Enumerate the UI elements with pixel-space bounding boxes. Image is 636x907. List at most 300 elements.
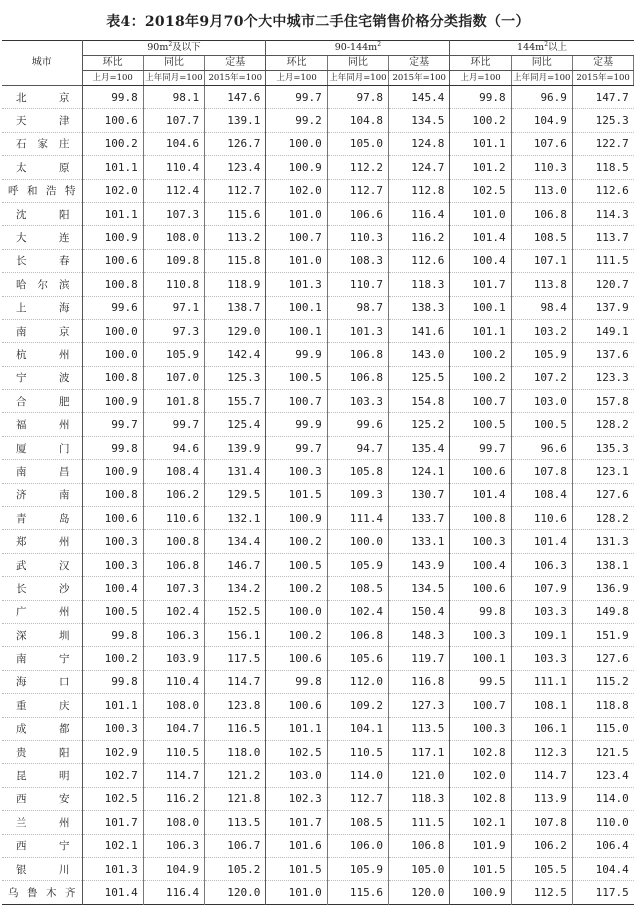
city-name: 海口	[2, 670, 82, 693]
index-value: 116.4	[389, 202, 450, 225]
index-value: 118.0	[205, 740, 266, 763]
city-name: 沈阳	[2, 202, 82, 225]
index-value: 100.1	[450, 647, 511, 670]
table-row	[2, 507, 634, 530]
index-value: 106.8	[327, 623, 388, 646]
index-value: 96.9	[511, 86, 572, 109]
base-row	[2, 71, 634, 86]
index-value: 100.8	[82, 366, 143, 389]
index-value: 110.4	[143, 156, 204, 179]
index-value: 114.7	[511, 764, 572, 787]
subheader-tongbi: 同比	[511, 56, 572, 71]
base-period-label: 上月=100	[82, 71, 143, 86]
index-value: 105.9	[143, 343, 204, 366]
index-value: 108.0	[143, 811, 204, 834]
index-value: 116.8	[389, 670, 450, 693]
index-value: 104.9	[143, 857, 204, 880]
table-row	[2, 249, 634, 272]
index-value: 100.2	[450, 109, 511, 132]
index-value: 107.6	[511, 132, 572, 155]
table-row	[2, 694, 634, 717]
table-row	[2, 857, 634, 880]
base-period-label: 2015年=100	[205, 71, 266, 86]
subheader-row	[2, 56, 634, 71]
index-value: 103.0	[266, 764, 327, 787]
index-value: 124.8	[389, 132, 450, 155]
index-value: 110.3	[327, 226, 388, 249]
index-value: 99.2	[266, 109, 327, 132]
table-row	[2, 202, 634, 225]
index-value: 101.1	[266, 717, 327, 740]
index-value: 100.6	[82, 249, 143, 272]
index-value: 99.6	[82, 296, 143, 319]
index-value: 101.7	[266, 811, 327, 834]
index-value: 101.3	[327, 319, 388, 342]
index-value: 114.7	[205, 670, 266, 693]
base-period-label: 2015年=100	[389, 71, 450, 86]
index-value: 110.0	[572, 811, 633, 834]
city-name: 福州	[2, 413, 82, 436]
index-value: 103.9	[143, 647, 204, 670]
index-value: 100.9	[82, 390, 143, 413]
index-value: 101.7	[82, 811, 143, 834]
index-value: 134.2	[205, 577, 266, 600]
index-value: 100.6	[266, 647, 327, 670]
index-value: 106.8	[327, 366, 388, 389]
index-value: 113.5	[389, 717, 450, 740]
index-value: 146.7	[205, 553, 266, 576]
index-value: 103.3	[511, 647, 572, 670]
subheader-dingji: 定基	[389, 56, 450, 71]
index-value: 125.3	[572, 109, 633, 132]
index-value: 103.3	[327, 390, 388, 413]
city-name: 重庆	[2, 694, 82, 717]
city-column-header: 城市	[2, 41, 82, 86]
index-value: 125.5	[389, 366, 450, 389]
index-value: 154.8	[389, 390, 450, 413]
index-value: 110.8	[143, 273, 204, 296]
city-name: 长春	[2, 249, 82, 272]
index-value: 100.1	[450, 296, 511, 319]
index-value: 101.0	[266, 202, 327, 225]
index-value: 99.8	[82, 436, 143, 459]
base-period-label: 上月=100	[450, 71, 511, 86]
index-value: 135.3	[572, 436, 633, 459]
index-value: 100.3	[82, 553, 143, 576]
index-value: 108.0	[143, 226, 204, 249]
table-body	[2, 86, 634, 905]
index-value: 107.9	[511, 577, 572, 600]
table-row	[2, 390, 634, 413]
table-row	[2, 319, 634, 342]
index-value: 129.0	[205, 319, 266, 342]
index-value: 116.2	[389, 226, 450, 249]
index-value: 101.0	[450, 202, 511, 225]
city-name: 北京	[2, 86, 82, 109]
index-value: 100.2	[450, 366, 511, 389]
index-value: 115.8	[205, 249, 266, 272]
index-value: 124.7	[389, 156, 450, 179]
index-value: 113.9	[511, 787, 572, 810]
index-value: 107.3	[143, 577, 204, 600]
index-value: 128.2	[572, 507, 633, 530]
index-value: 129.5	[205, 483, 266, 506]
index-value: 101.5	[266, 483, 327, 506]
index-value: 104.9	[511, 109, 572, 132]
index-value: 107.8	[511, 811, 572, 834]
index-value: 100.2	[266, 577, 327, 600]
index-value: 99.8	[82, 86, 143, 109]
index-value: 151.9	[572, 623, 633, 646]
index-value: 118.5	[572, 156, 633, 179]
index-value: 100.7	[266, 390, 327, 413]
index-value: 101.0	[266, 249, 327, 272]
index-value: 113.2	[205, 226, 266, 249]
index-value: 116.4	[143, 881, 204, 904]
index-value: 142.4	[205, 343, 266, 366]
index-value: 102.1	[450, 811, 511, 834]
index-value: 156.1	[205, 623, 266, 646]
index-value: 101.4	[82, 881, 143, 904]
table-header	[2, 41, 634, 86]
city-name: 长沙	[2, 577, 82, 600]
index-value: 133.7	[389, 507, 450, 530]
index-value: 94.7	[327, 436, 388, 459]
index-value: 100.5	[450, 413, 511, 436]
index-value: 94.6	[143, 436, 204, 459]
index-value: 100.9	[266, 507, 327, 530]
table-row	[2, 881, 634, 904]
index-value: 145.4	[389, 86, 450, 109]
index-value: 99.6	[327, 413, 388, 436]
index-value: 137.6	[572, 343, 633, 366]
index-value: 124.1	[389, 460, 450, 483]
city-name: 济南	[2, 483, 82, 506]
city-name: 西宁	[2, 834, 82, 857]
index-value: 97.8	[327, 86, 388, 109]
index-value: 99.8	[82, 623, 143, 646]
index-value: 118.3	[389, 787, 450, 810]
index-value: 99.7	[266, 436, 327, 459]
index-value: 100.0	[82, 319, 143, 342]
index-value: 115.2	[572, 670, 633, 693]
index-value: 101.8	[143, 390, 204, 413]
base-period-label: 2015年=100	[572, 71, 633, 86]
city-name: 兰州	[2, 811, 82, 834]
index-value: 113.8	[511, 273, 572, 296]
index-value: 100.9	[266, 156, 327, 179]
index-value: 109.2	[327, 694, 388, 717]
index-value: 120.0	[389, 881, 450, 904]
index-value: 102.8	[450, 740, 511, 763]
group-header-large: $144m^2$以上	[450, 41, 634, 56]
index-value: 106.8	[327, 343, 388, 366]
index-value: 110.5	[327, 740, 388, 763]
index-value: 118.9	[205, 273, 266, 296]
index-value: 101.5	[450, 857, 511, 880]
table-row	[2, 366, 634, 389]
index-value: 106.0	[327, 834, 388, 857]
index-value: 127.3	[389, 694, 450, 717]
city-name: 上海	[2, 296, 82, 319]
index-value: 104.8	[327, 109, 388, 132]
index-value: 111.4	[327, 507, 388, 530]
table-row	[2, 530, 634, 553]
index-value: 110.6	[143, 507, 204, 530]
index-value: 102.7	[82, 764, 143, 787]
index-value: 133.1	[389, 530, 450, 553]
index-value: 100.7	[266, 226, 327, 249]
index-value: 110.3	[511, 156, 572, 179]
index-value: 102.0	[266, 179, 327, 202]
base-period-label: 上年同月=100	[511, 71, 572, 86]
index-value: 123.3	[572, 366, 633, 389]
index-value: 132.1	[205, 507, 266, 530]
index-value: 106.1	[511, 717, 572, 740]
table-row	[2, 460, 634, 483]
index-value: 100.9	[82, 460, 143, 483]
index-value: 111.5	[572, 249, 633, 272]
index-value: 125.3	[205, 366, 266, 389]
city-name: 厦门	[2, 436, 82, 459]
index-value: 105.9	[511, 343, 572, 366]
table-row	[2, 132, 634, 155]
index-value: 104.4	[572, 857, 633, 880]
table-row	[2, 436, 634, 459]
index-value: 96.6	[511, 436, 572, 459]
index-value: 106.2	[511, 834, 572, 857]
city-name: 武汉	[2, 553, 82, 576]
index-value: 101.0	[266, 881, 327, 904]
index-value: 105.9	[327, 553, 388, 576]
index-value: 127.6	[572, 483, 633, 506]
index-value: 101.2	[450, 156, 511, 179]
table-row	[2, 86, 634, 109]
index-value: 112.7	[205, 179, 266, 202]
index-value: 100.2	[82, 132, 143, 155]
city-name: 宁波	[2, 366, 82, 389]
city-name: 乌鲁木齐	[2, 881, 82, 904]
index-value: 102.3	[266, 787, 327, 810]
city-name: 西安	[2, 787, 82, 810]
index-value: 101.4	[450, 483, 511, 506]
index-value: 134.4	[205, 530, 266, 553]
index-value: 97.1	[143, 296, 204, 319]
index-value: 131.3	[572, 530, 633, 553]
table-row	[2, 717, 634, 740]
index-value: 100.0	[82, 343, 143, 366]
table-row	[2, 764, 634, 787]
index-value: 106.3	[511, 553, 572, 576]
index-value: 105.2	[205, 857, 266, 880]
index-value: 101.1	[82, 202, 143, 225]
index-value: 139.9	[205, 436, 266, 459]
index-value: 108.5	[511, 226, 572, 249]
index-value: 155.7	[205, 390, 266, 413]
index-value: 102.0	[450, 764, 511, 787]
index-value: 101.1	[450, 319, 511, 342]
table-row	[2, 553, 634, 576]
index-value: 99.8	[450, 600, 511, 623]
index-value: 101.4	[511, 530, 572, 553]
index-value: 128.2	[572, 413, 633, 436]
index-value: 107.2	[511, 366, 572, 389]
index-value: 102.5	[450, 179, 511, 202]
city-name: 广州	[2, 600, 82, 623]
index-value: 102.0	[82, 179, 143, 202]
index-value: 100.2	[266, 530, 327, 553]
index-value: 100.8	[82, 483, 143, 506]
city-name: 成都	[2, 717, 82, 740]
city-name: 太原	[2, 156, 82, 179]
index-value: 110.7	[327, 273, 388, 296]
city-name: 南宁	[2, 647, 82, 670]
table-row	[2, 226, 634, 249]
index-value: 100.4	[82, 577, 143, 600]
index-value: 106.3	[143, 623, 204, 646]
index-value: 106.4	[572, 834, 633, 857]
index-value: 98.1	[143, 86, 204, 109]
index-value: 121.0	[389, 764, 450, 787]
index-value: 143.0	[389, 343, 450, 366]
index-value: 100.5	[82, 600, 143, 623]
index-value: 125.4	[205, 413, 266, 436]
table-row	[2, 577, 634, 600]
city-name: 天津	[2, 109, 82, 132]
index-value: 138.7	[205, 296, 266, 319]
index-value: 101.3	[82, 857, 143, 880]
index-value: 135.4	[389, 436, 450, 459]
index-value: 107.0	[143, 366, 204, 389]
index-value: 111.1	[511, 670, 572, 693]
index-value: 99.7	[266, 86, 327, 109]
index-value: 115.0	[572, 717, 633, 740]
table-row	[2, 296, 634, 319]
index-value: 109.1	[511, 623, 572, 646]
index-value: 102.1	[82, 834, 143, 857]
index-value: 98.7	[327, 296, 388, 319]
index-value: 102.5	[266, 740, 327, 763]
subheader-dingji: 定基	[572, 56, 633, 71]
index-value: 112.8	[389, 179, 450, 202]
index-value: 101.1	[450, 132, 511, 155]
table-row	[2, 413, 634, 436]
index-value: 100.6	[82, 507, 143, 530]
index-value: 101.1	[82, 156, 143, 179]
index-value: 99.7	[82, 413, 143, 436]
index-value: 100.6	[450, 577, 511, 600]
index-value: 99.7	[143, 413, 204, 436]
index-value: 152.5	[205, 600, 266, 623]
index-value: 114.3	[572, 202, 633, 225]
table-row	[2, 109, 634, 132]
index-value: 99.9	[266, 413, 327, 436]
base-period-label: 上年同月=100	[327, 71, 388, 86]
index-value: 116.2	[143, 787, 204, 810]
city-name: 石家庄	[2, 132, 82, 155]
subheader-tongbi: 同比	[327, 56, 388, 71]
table-row	[2, 483, 634, 506]
index-value: 108.5	[327, 577, 388, 600]
index-value: 105.5	[511, 857, 572, 880]
index-value: 103.2	[511, 319, 572, 342]
index-value: 105.0	[389, 857, 450, 880]
index-value: 105.9	[327, 857, 388, 880]
index-value: 103.3	[511, 600, 572, 623]
index-value: 113.7	[572, 226, 633, 249]
index-value: 104.1	[327, 717, 388, 740]
city-name: 昆明	[2, 764, 82, 787]
index-value: 121.2	[205, 764, 266, 787]
group-header-medium: $90-144m^2$	[266, 41, 450, 56]
index-value: 102.4	[143, 600, 204, 623]
index-value: 112.7	[327, 787, 388, 810]
index-value: 99.9	[266, 343, 327, 366]
group-header-small: $90m^2$及以下	[82, 41, 266, 56]
table-row	[2, 787, 634, 810]
base-period-label: 上月=100	[266, 71, 327, 86]
index-value: 108.4	[511, 483, 572, 506]
city-name: 深圳	[2, 623, 82, 646]
index-value: 136.9	[572, 577, 633, 600]
index-value: 100.6	[450, 460, 511, 483]
index-value: 100.5	[266, 553, 327, 576]
index-value: 100.3	[82, 530, 143, 553]
index-value: 112.5	[511, 881, 572, 904]
index-value: 101.5	[266, 857, 327, 880]
index-value: 100.0	[327, 530, 388, 553]
index-value: 100.3	[450, 717, 511, 740]
index-value: 108.5	[327, 811, 388, 834]
index-value: 101.1	[82, 694, 143, 717]
index-value: 106.8	[511, 202, 572, 225]
index-value: 122.7	[572, 132, 633, 155]
index-value: 116.5	[205, 717, 266, 740]
index-value: 105.6	[327, 647, 388, 670]
index-value: 112.2	[327, 156, 388, 179]
index-value: 101.7	[450, 273, 511, 296]
table-row	[2, 740, 634, 763]
index-value: 100.5	[266, 366, 327, 389]
index-value: 104.6	[143, 132, 204, 155]
index-value: 148.3	[389, 623, 450, 646]
index-value: 107.3	[143, 202, 204, 225]
index-value: 131.4	[205, 460, 266, 483]
index-value: 108.1	[511, 694, 572, 717]
index-value: 108.4	[143, 460, 204, 483]
index-value: 123.4	[572, 764, 633, 787]
index-value: 123.1	[572, 460, 633, 483]
index-value: 149.1	[572, 319, 633, 342]
index-value: 119.7	[389, 647, 450, 670]
index-value: 113.0	[511, 179, 572, 202]
index-value: 138.3	[389, 296, 450, 319]
table-row	[2, 273, 634, 296]
city-name: 青岛	[2, 507, 82, 530]
city-name: 南京	[2, 319, 82, 342]
index-value: 106.2	[143, 483, 204, 506]
index-value: 147.6	[205, 86, 266, 109]
index-value: 109.8	[143, 249, 204, 272]
index-value: 100.3	[450, 623, 511, 646]
index-value: 100.2	[450, 343, 511, 366]
index-value: 100.7	[450, 390, 511, 413]
index-value: 99.7	[450, 436, 511, 459]
index-value: 100.3	[266, 460, 327, 483]
index-value: 143.9	[389, 553, 450, 576]
index-value: 149.8	[572, 600, 633, 623]
index-value: 112.3	[511, 740, 572, 763]
